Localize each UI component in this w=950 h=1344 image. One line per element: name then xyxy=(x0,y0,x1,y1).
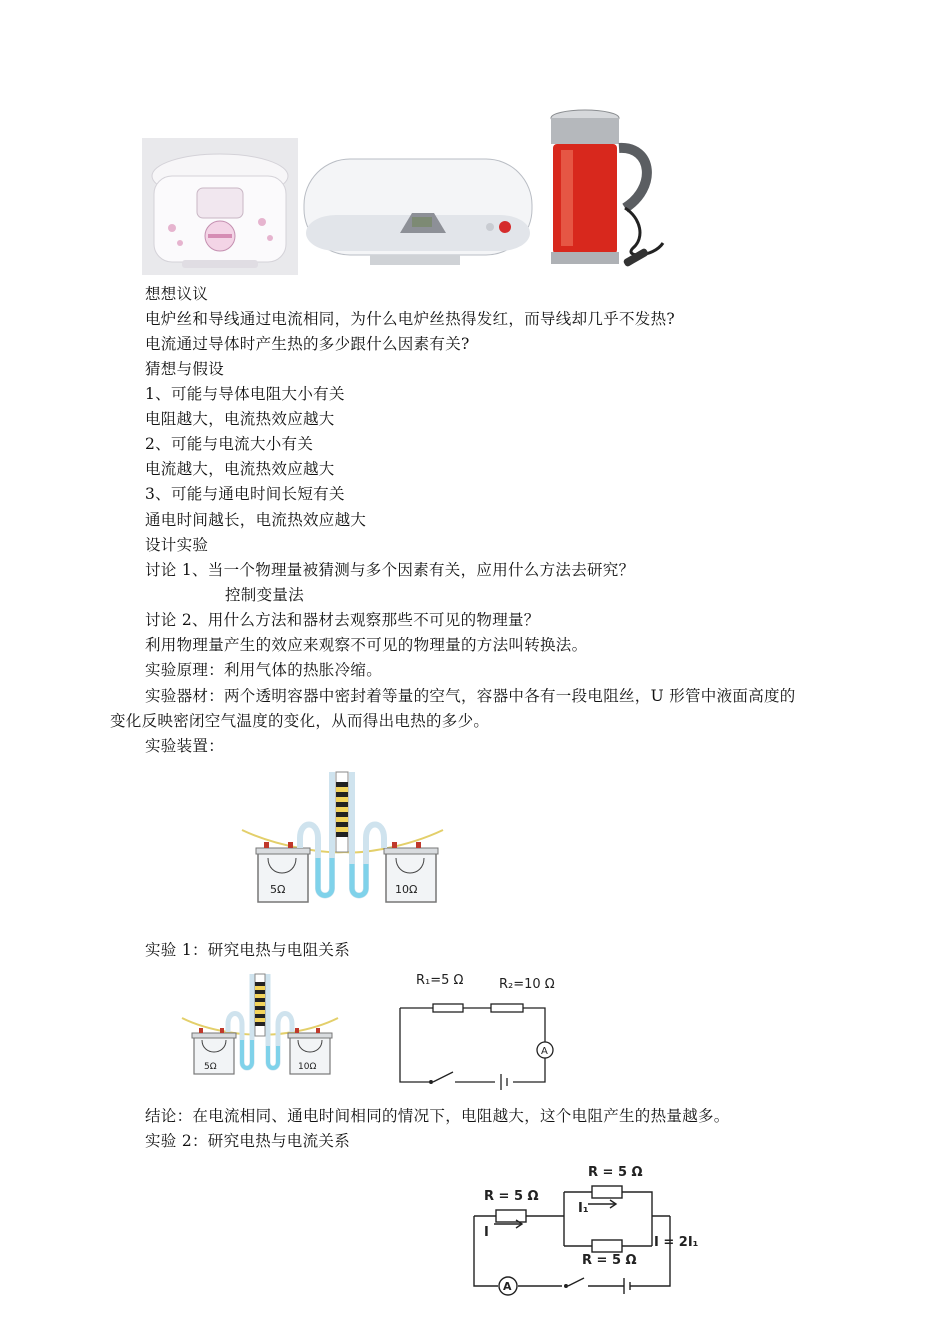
experiment-equipment-line1: 实验器材：两个透明容器中密封着等量的空气，容器中各有一段电阻丝，U 形管中液面高度的 xyxy=(145,687,796,705)
apparatus-right-label: 10Ω xyxy=(395,883,418,896)
circuit1-r1-label: R₁=5 Ω xyxy=(416,973,464,988)
circuit1-ammeter-label: A xyxy=(541,1046,548,1057)
circuit2-current-i: I xyxy=(484,1225,489,1240)
hypothesis-3: 3、可能与通电时间长短有关 xyxy=(145,485,345,503)
heading-think-discuss: 想想议议 xyxy=(145,285,209,303)
conversion-method: 利用物理量产生的效应来观察不可见的物理量的方法叫转换法。 xyxy=(145,636,588,654)
discussion-1: 讨论 1、当一个物理量被猜测与多个因素有关，应用什么方法去研究？ xyxy=(145,561,635,579)
hypothesis-3-detail: 通电时间越长，电流热效应越大 xyxy=(145,511,367,529)
circuit2-r-left-label: R = 5 Ω xyxy=(484,1189,539,1204)
control-variable-method: 控制变量法 xyxy=(225,586,305,604)
heading-design-experiment: 设计实验 xyxy=(145,536,209,554)
circuit2-r-top-label: R = 5 Ω xyxy=(588,1165,643,1180)
experiment-principle: 实验原理：利用气体的热胀冷缩。 xyxy=(145,661,383,679)
apparatus-left-label: 5Ω xyxy=(270,883,286,896)
circuit2-current-i1: I₁ xyxy=(578,1201,589,1216)
discussion-2: 讨论 2、用什么方法和器材去观察那些不可见的物理量？ xyxy=(145,611,540,629)
hypothesis-1-detail: 电阻越大，电流热效应越大 xyxy=(145,410,335,428)
experiment-1-title: 实验 1：研究电热与电阻关系 xyxy=(145,941,350,959)
experiment-2-title: 实验 2：研究电热与电流关系 xyxy=(145,1132,350,1150)
experiment-apparatus-label: 实验装置： xyxy=(145,737,225,755)
experiment-equipment-line2: 变化反映密闭空气温度的变化，从而得出电热的多少。 xyxy=(110,712,490,730)
hypothesis-2: 2、可能与电流大小有关 xyxy=(145,435,314,453)
conclusion-1: 结论：在电流相同、通电时间相同的情况下，电阻越大，这个电阻产生的热量越多。 xyxy=(145,1107,730,1125)
water-heater-photo xyxy=(300,155,536,267)
experiment-1-apparatus xyxy=(180,970,340,1076)
rice-cooker-photo xyxy=(142,138,298,275)
question-heat-factors: 电流通过导体时产生热的多少跟什么因素有关? xyxy=(145,335,470,353)
hypothesis-1: 1、可能与导体电阻大小有关 xyxy=(145,385,345,403)
circuit-2-diagram xyxy=(470,1160,710,1300)
circuit2-current-total: I = 2I₁ xyxy=(654,1235,699,1250)
exp1-right-label: 10Ω xyxy=(298,1062,317,1072)
question-furnace-wire: 电炉丝和导线通过电流相同，为什么电炉丝热得发红，而导线却几乎不发热? xyxy=(145,310,676,328)
apparatus-diagram xyxy=(240,768,445,904)
heated-mug-photo xyxy=(545,108,675,276)
hypothesis-2-detail: 电流越大，电流热效应越大 xyxy=(145,460,335,478)
circuit1-r2-label: R₂=10 Ω xyxy=(499,977,555,992)
exp1-left-label: 5Ω xyxy=(204,1062,217,1072)
circuit2-r-bottom-label: R = 5 Ω xyxy=(582,1253,637,1268)
circuit2-ammeter-label: A xyxy=(503,1280,512,1293)
heading-hypothesis: 猜想与假设 xyxy=(145,360,225,378)
circuit-1-diagram xyxy=(395,966,560,1090)
